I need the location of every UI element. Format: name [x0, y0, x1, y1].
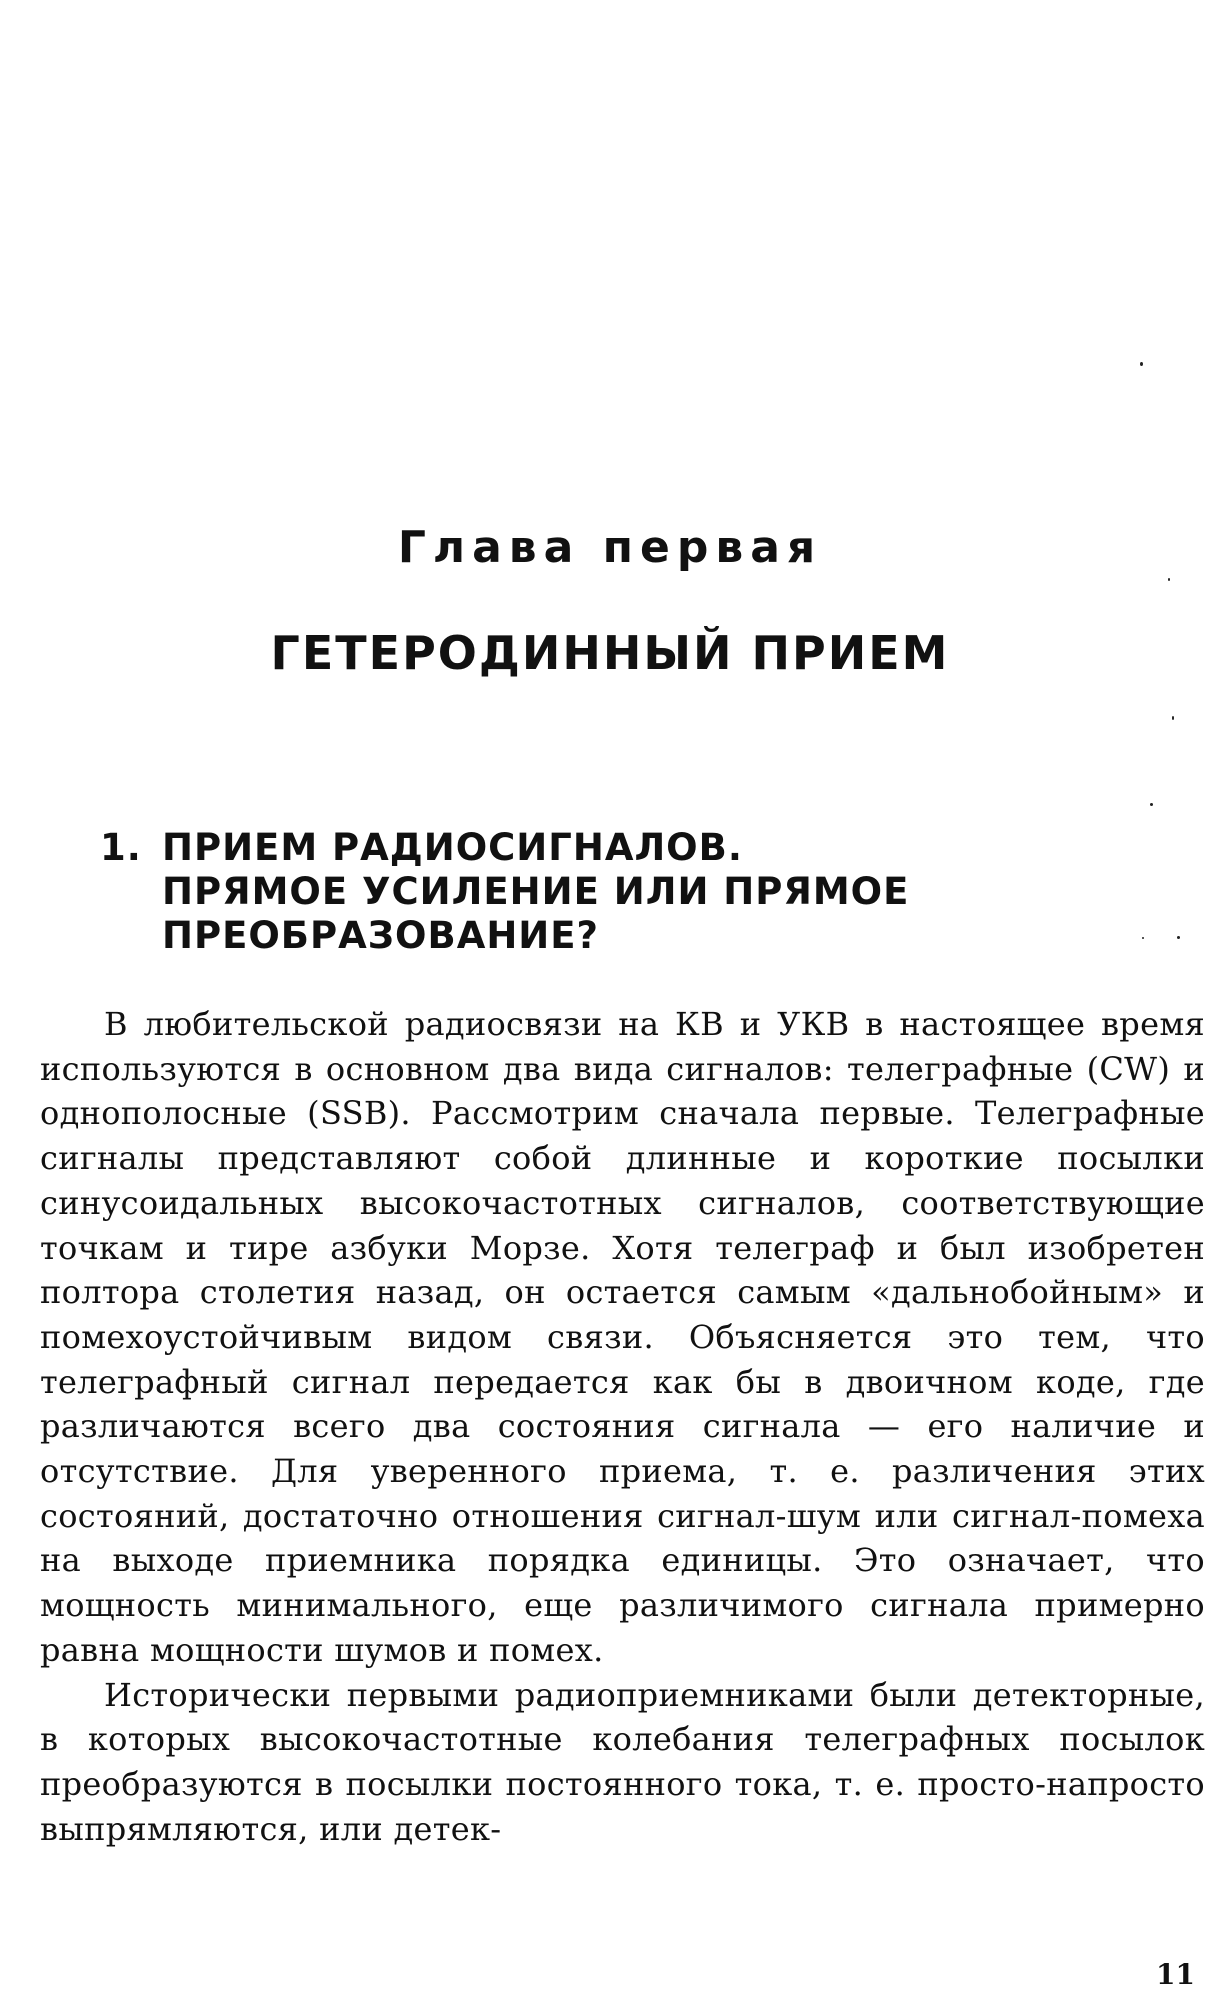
- paragraph-2: Исторически первыми радиоприемниками были детекторные, в которых высокочастотные колебания телеграфных посылок преобразуются в посылки постоянного тока, т. е. просто-напросто выпрямляются, или детек-: [40, 1675, 1205, 1848]
- section-heading: [100, 826, 1100, 958]
- scan-speck: [1142, 937, 1144, 939]
- paragraph-1: В любительской радиосвязи на КВ и УКВ в настоящее время используются в основном два вида сигналов: телеграфные (CW) и однополосные (SSB). Рассмотрим сначала первые. Телеграфные сигналы представляют собой длинные и короткие посылки синусоидальных высокочастотных сигналов, соответствующие точкам и тире азбуки Морзе. Хотя телеграф и был изобретен полтора столетия назад, он остается самым «дальнобойным» и помехоустойчивым видом связи. Объясняется это тем, что телеграфный сигнал передается как бы в двоичном коде, где различаются всего два состояния сигнала — его наличие и отсутствие. Для уверенного приема, т. е. различения этих состояний, достаточно отношения сигнал-шум или сигнал-помеха на выходе приемника порядка единицы. Это означает, что мощность минимального, еще различимого сигнала примерно равна мощности шумов и помех.: [40, 1005, 1205, 1669]
- scan-speck: [1168, 578, 1170, 581]
- page-number: 11: [1156, 1958, 1195, 1991]
- chapter-label: Глава первая: [397, 522, 823, 573]
- scan-speck: [1150, 803, 1153, 806]
- section-heading-line-2: ПРЯМОЕ УСИЛЕНИЕ ИЛИ ПРЯМОЕ: [162, 870, 910, 913]
- section-heading-text-1: ПРИЕМ РАДИОСИГНАЛОВ.: [162, 826, 743, 869]
- scan-speck: [1172, 716, 1174, 720]
- scan-speck: [1140, 362, 1143, 366]
- section-heading-line-1: [100, 826, 1100, 870]
- body-text: [40, 1002, 1205, 1851]
- section-heading-line-3: ПРЕОБРАЗОВАНИЕ?: [162, 914, 600, 957]
- scan-speck: [1177, 936, 1180, 939]
- chapter-title: ГЕТЕРОДИННЫЙ ПРИЕМ: [270, 626, 950, 680]
- section-number: 1.: [100, 826, 142, 869]
